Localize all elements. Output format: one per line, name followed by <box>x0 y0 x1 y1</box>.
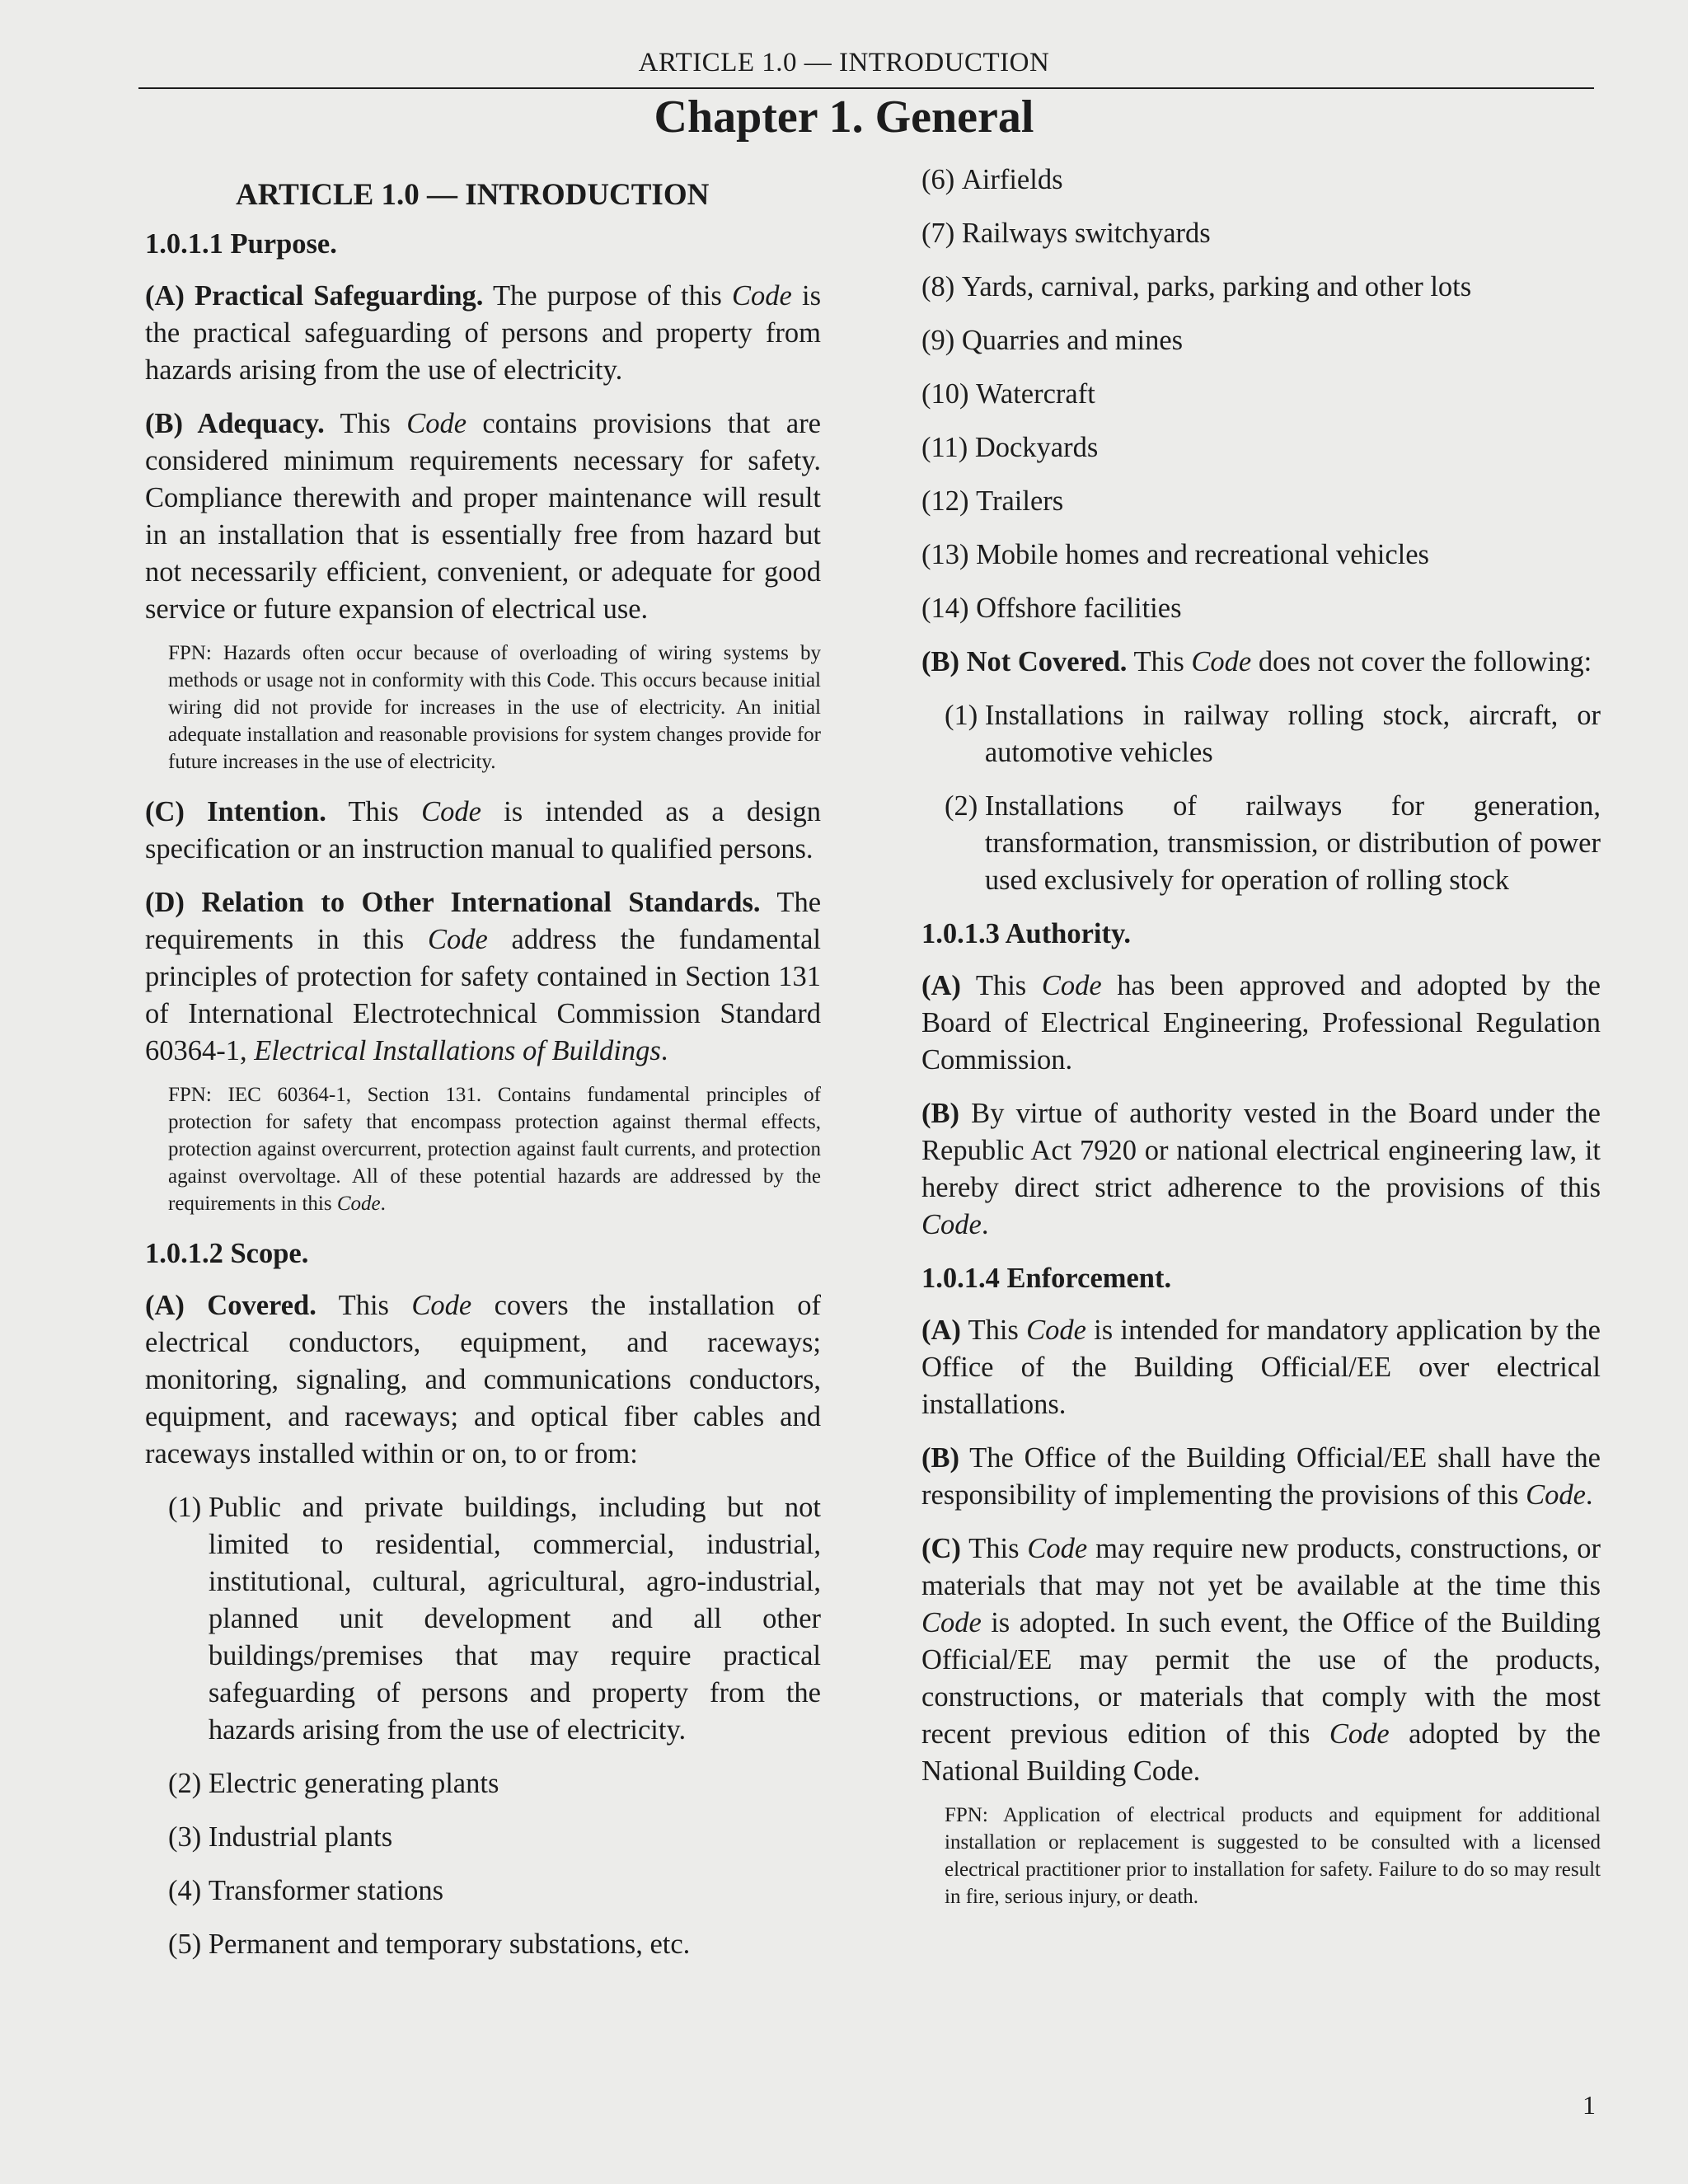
list-item: (2) Installations of railways for generation, transformation, transmission, or distribution of power used exclusively for operation of rolling stock <box>945 790 1601 896</box>
list-item: (1) Installations in railway rolling stock, aircraft, or automotive vehicles <box>945 700 1601 768</box>
section-1013-heading: 1.0.1.3 Authority. <box>921 918 1131 949</box>
page-number: 1 <box>1582 2090 1596 2120</box>
list-item: (14) Offshore facilities <box>921 593 1182 624</box>
left-column <box>145 163 821 1980</box>
running-head: ARTICLE 1.0 — INTRODUCTION <box>638 48 1050 77</box>
article-heading: ARTICLE 1.0 — INTRODUCTION <box>236 178 710 212</box>
chapter-title: Chapter 1. General <box>654 91 1034 143</box>
scope-covered-paragraph: (A) Covered. This Code covers the installation of electrical conductors, equipment, and raceways; monitoring, signaling, and communications conductors, equipment, and raceways; and optical fiber cables and raceways installed within or on, to or from: <box>145 1290 822 1469</box>
fpn-note-hazards: FPN: Hazards often occur because of overloading of wiring systems by methods or usage not in conformity with this Code. This occurs because initial wiring did not provide for increases in the use of electricity. An initial adequate installation and reasonable provisions for system changes provide for future increases in the use of electricity. <box>168 642 821 773</box>
purpose-d-paragraph: (D) Relation to Other International Standards. The requirements in this Code address the fundamental principles of protection for safety contained in Section 131 of International Electrotechnical Commission Standard 60364-1, Electrical Installations of Buildings. <box>145 887 822 1066</box>
list-item: (6) Airfields <box>921 164 1063 195</box>
enforcement-c-paragraph: (C) This Code may require new products, constructions, or materials that may not yet be available at the time this Code is adopted. In such event, the Office of the Building Official/EE may permit the use of the products, constructions, or materials that comply with the most recent previous edition of this Code adopted by the National Building Code. <box>921 1533 1601 1787</box>
list-item: (13) Mobile homes and recreational vehicles <box>921 539 1429 570</box>
header-rule <box>138 87 1594 89</box>
purpose-b-paragraph: (B) Adequacy. This Code contains provisions that are considered minimum requirements necessary for safety. Compliance therewith and proper maintenance will result in an installation that is essentially free from hazard but not necessarily efficient, convenient, or adequate for good service or future expansion of electrical use. <box>145 408 821 625</box>
list-item: (9) Quarries and mines <box>921 325 1184 356</box>
list-item: (10) Watercraft <box>921 378 1095 410</box>
fpn-note-iec: FPN: IEC 60364-1, Section 131. Contains fundamental principles of protection for safety that encompass protection against thermal effects, protection against overcurrent, protection against fault currents, and protection against overvoltage. All of these potential hazards are addressed by the requirements in this Code. <box>168 1084 821 1215</box>
section-1014-heading: 1.0.1.4 Enforcement. <box>921 1263 1172 1294</box>
right-column <box>921 162 1601 1929</box>
scope-not-covered-paragraph: (B) Not Covered. This Code does not cover the following: <box>921 646 1592 677</box>
list-item: (4) Transformer stations <box>168 1875 444 1906</box>
purpose-c-paragraph: (C) Intention. This Code is intended as a design specification or an instruction manual to qualified persons. <box>145 796 821 865</box>
authority-b-paragraph: (B) By virtue of authority vested in the Board under the Republic Act 7920 or national electrical engineering law, it hereby direct strict adherence to the provisions of this Code. <box>921 1098 1601 1240</box>
list-item: (3) Industrial plants <box>168 1821 393 1853</box>
authority-a-paragraph: (A) This Code has been approved and adopted by the Board of Electrical Engineering, Professional Regulation Commission. <box>921 970 1601 1076</box>
list-item: (11) Dockyards <box>921 432 1099 463</box>
list-item: (2) Electric generating plants <box>168 1768 499 1799</box>
list-item: (7) Railways switchyards <box>921 218 1211 249</box>
list-item: (5) Permanent and temporary substations, etc. <box>168 1929 691 1960</box>
purpose-a-paragraph: (A) Practical Safeguarding. The purpose of this Code is the practical safeguarding of persons and property from hazards arising from the use of electricity. <box>145 280 822 386</box>
not-covered-list <box>921 697 1601 899</box>
section-1012-heading: 1.0.1.2 Scope. <box>145 1238 309 1269</box>
covered-list-continued <box>921 162 1601 627</box>
enforcement-b-paragraph: (B) The Office of the Building Official/EE shall have the responsibility of implementing the provisions of this Code. <box>921 1442 1601 1511</box>
list-item: (8) Yards, carnival, parks, parking and other lots <box>921 271 1472 302</box>
fpn-note-licensed-practitioner: FPN: Application of electrical products and equipment for additional installation or replacement is suggested to be consulted with a licensed electrical practitioner prior to installation for safety. Failure to do so may result in fire, serious injury, or death. <box>945 1804 1601 1908</box>
covered-list <box>145 1489 821 1963</box>
list-item: (1) Public and private buildings, including but not limited to residential, commercial, industrial, institutional, cultural, agricultural, agro-industrial, planned unit development and all other buildings/premises that may require practical safeguarding of persons and property from the hazards arising from the use of electricity. <box>168 1492 821 1746</box>
enforcement-a-paragraph: (A) This Code is intended for mandatory application by the Office of the Building Official/EE over electrical installations. <box>921 1315 1601 1420</box>
list-item: (12) Trailers <box>921 485 1064 517</box>
section-1011-heading: 1.0.1.1 Purpose. <box>145 228 337 260</box>
